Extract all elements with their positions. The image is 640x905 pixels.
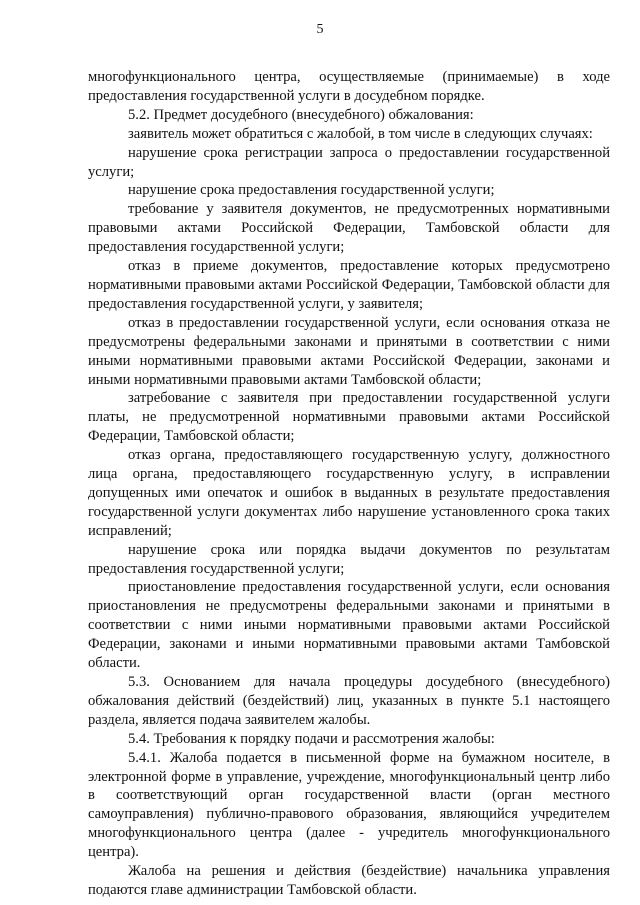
paragraph-continuation: многофункционального центра, осуществляемые (принимаемые) в ходе предоставления государственной услуги в досудебном порядке.	[88, 69, 610, 104]
paragraph-5-2-heading: 5.2. Предмет досудебного (внесудебного) обжалования:	[128, 106, 474, 123]
paragraph-5-3: 5.3. Основанием для начала процедуры досудебного (внесудебного) обжалования действий (бездействий) лиц, указанных в пункте 5.1 настоящего раздела, является подача заявителем жалобы.	[88, 674, 610, 728]
list-item-issue-order: нарушение срока или порядка выдачи документов по результатам предоставления государственной услуги;	[88, 541, 610, 577]
page-number: 5	[316, 22, 324, 37]
list-item-refusal-accept: отказ в приеме документов, предоставление которых предусмотрено нормативными правовыми актами Российской Федерации, Тамбовской области для предоставления государственной услуги, у заявителя;	[88, 258, 610, 312]
list-item-registration-deadline: нарушение срока регистрации запроса о предоставлении государственной услуги;	[88, 144, 610, 180]
paragraph-complaint-head: Жалоба на решения и действия (бездействие) начальника управления подаются главе администрации Тамбовской области.	[88, 863, 610, 898]
paragraph-5-4-1: 5.4.1. Жалоба подается в письменной форме на бумажном носителе, в электронной форме в управление, учреждение, многофункциональный центр либо в соответствующий орган государственной власти (орган местного самоуправления) публично-правового образования, являющийся учредителем многофункционального центра (далее - учредитель многофункционального центра).	[88, 749, 610, 861]
list-item-extra-fee: затребование с заявителя при предоставлении государственной услуги платы, не предусмотренной нормативными правовыми актами Российской Федерации, Тамбовской области;	[88, 390, 610, 445]
list-item-correction-refusal: отказ органа, предоставляющего государственную услугу, должностного лица органа, предоставляющего государственную услугу, в исправлении допущенных ими опечаток и ошибок в выданных в результате предоставления государственной услуги документах либо нарушение установленного срока таких исправлений;	[88, 447, 610, 539]
list-item-refusal-service: отказ в предоставлении государственной услуги, если основания отказа не предусмотрены федеральными законами и принятыми в соответствии с ними иными нормативными правовыми актами Российской Федерации, законами и иными нормативными правовыми актами Тамбовской области;	[88, 314, 610, 388]
body-text	[88, 68, 610, 900]
list-item-service-deadline: нарушение срока предоставления государственной услуги;	[128, 182, 495, 199]
paragraph-cases-intro: заявитель может обратиться с жалобой, в том числе в следующих случаях:	[128, 125, 593, 142]
list-item-suspension: приостановление предоставления государственной услуги, если основания приостановления не предусмотрены федеральными законами и принятыми в соответствии с ними иными нормативными правовыми актами Российской Федерации, законами и иными нормативными правовыми актами Тамбовской области.	[88, 579, 610, 672]
paragraph-5-4: 5.4. Требования к порядку подачи и рассмотрения жалобы:	[128, 730, 495, 747]
list-item-extra-documents: требование у заявителя документов, не предусмотренных нормативными правовыми актами Российской Федерации, Тамбовской области для предоставления государственной услуги;	[88, 201, 610, 256]
